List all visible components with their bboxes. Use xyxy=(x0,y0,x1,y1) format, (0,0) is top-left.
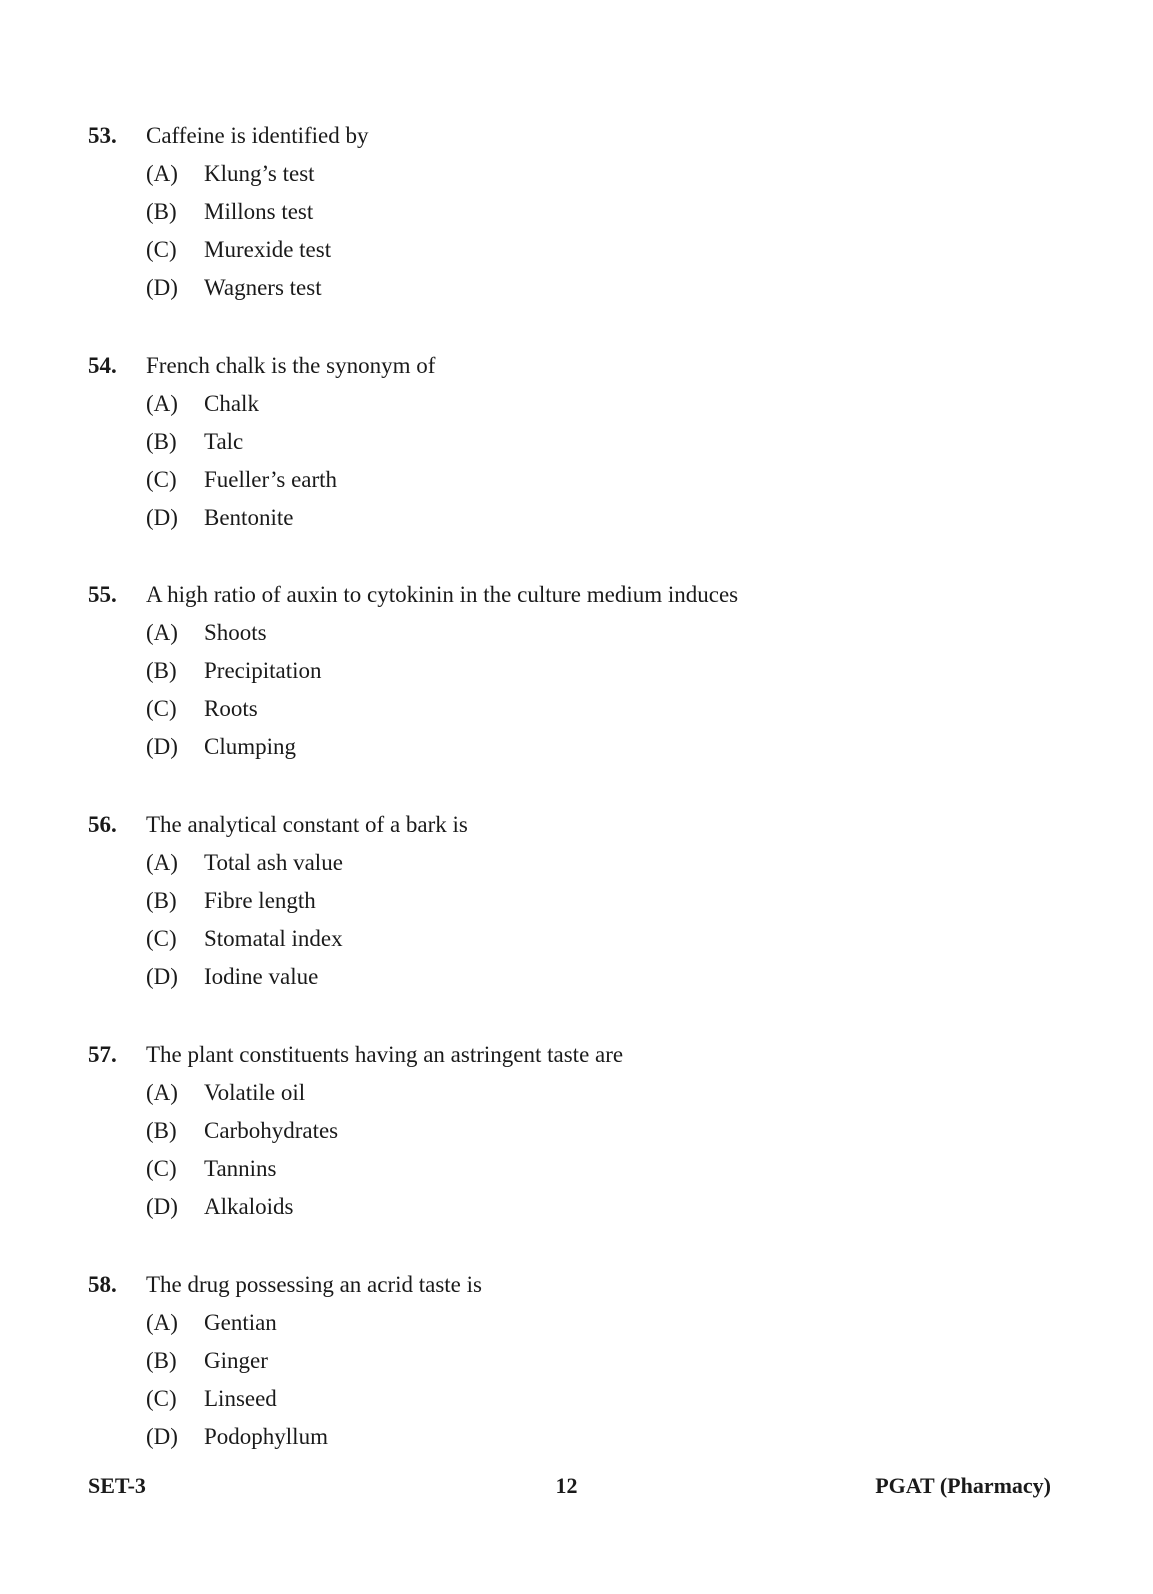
option-a xyxy=(0,1304,1153,1342)
option-letter: (C) xyxy=(146,696,177,721)
option-letter: (A) xyxy=(146,1310,178,1335)
option-letter: (B) xyxy=(146,658,177,683)
question-text: The plant constituents having an astringent taste are xyxy=(146,1042,624,1067)
question-number: 56. xyxy=(88,812,117,837)
question-stem xyxy=(0,347,1153,385)
option-b xyxy=(0,193,1153,231)
option-b xyxy=(0,652,1153,690)
option-text: Linseed xyxy=(204,1386,277,1411)
option-b xyxy=(0,423,1153,461)
option-text: Clumping xyxy=(204,734,297,759)
question-stem xyxy=(0,576,1153,614)
option-text: Volatile oil xyxy=(204,1080,306,1105)
option-b xyxy=(0,882,1153,920)
option-c xyxy=(0,461,1153,499)
option-text: Fueller’s earth xyxy=(204,467,338,492)
question-number: 57. xyxy=(88,1042,117,1067)
option-c xyxy=(0,920,1153,958)
option-letter: (D) xyxy=(146,1424,178,1449)
option-letter: (D) xyxy=(146,1194,178,1219)
set-label: SET-3 xyxy=(88,1473,146,1498)
option-c xyxy=(0,231,1153,269)
exam-name: PGAT (Pharmacy) xyxy=(875,1473,1051,1498)
option-text: Roots xyxy=(204,696,258,721)
option-text: Tannins xyxy=(204,1156,277,1181)
option-text: Murexide test xyxy=(204,237,332,262)
option-letter: (B) xyxy=(146,429,177,454)
option-letter: (C) xyxy=(146,926,177,951)
option-letter: (A) xyxy=(146,391,178,416)
question-text: The analytical constant of a bark is xyxy=(146,812,468,837)
option-letter: (A) xyxy=(146,850,178,875)
page-footer xyxy=(0,1466,1153,1506)
option-text: Shoots xyxy=(204,620,267,645)
option-d xyxy=(0,728,1153,766)
option-letter: (C) xyxy=(146,1386,177,1411)
option-letter: (C) xyxy=(146,237,177,262)
option-a xyxy=(0,614,1153,652)
question-text: Caffeine is identified by xyxy=(146,123,369,148)
option-d xyxy=(0,269,1153,307)
option-text: Talc xyxy=(204,429,244,454)
option-text: Chalk xyxy=(204,391,259,416)
question-number: 55. xyxy=(88,582,117,607)
option-c xyxy=(0,1150,1153,1188)
option-a xyxy=(0,1074,1153,1112)
option-letter: (C) xyxy=(146,467,177,492)
question-stem xyxy=(0,1036,1153,1074)
option-letter: (D) xyxy=(146,964,178,989)
option-text: Wagners test xyxy=(204,275,322,300)
option-b xyxy=(0,1112,1153,1150)
option-letter: (D) xyxy=(146,734,178,759)
option-text: Fibre length xyxy=(204,888,316,913)
option-text: Ginger xyxy=(204,1348,268,1373)
option-a xyxy=(0,844,1153,882)
option-text: Precipitation xyxy=(204,658,322,683)
option-letter: (A) xyxy=(146,161,178,186)
question-stem xyxy=(0,1266,1153,1304)
option-c xyxy=(0,1380,1153,1418)
option-d xyxy=(0,1188,1153,1226)
option-letter: (B) xyxy=(146,888,177,913)
option-letter: (B) xyxy=(146,199,177,224)
question-number: 53. xyxy=(88,123,117,148)
option-letter: (C) xyxy=(146,1156,177,1181)
option-text: Carbohydrates xyxy=(204,1118,339,1143)
page-number: 12 xyxy=(555,1473,578,1498)
question-number: 58. xyxy=(88,1272,117,1297)
option-text: Gentian xyxy=(204,1310,277,1335)
option-d xyxy=(0,958,1153,996)
question-stem xyxy=(0,806,1153,844)
question-stem xyxy=(0,117,1153,155)
option-letter: (D) xyxy=(146,275,178,300)
option-letter: (A) xyxy=(146,620,178,645)
option-d xyxy=(0,499,1153,537)
option-a xyxy=(0,385,1153,423)
option-text: Stomatal index xyxy=(204,926,343,951)
option-a xyxy=(0,155,1153,193)
question-text: The drug possessing an acrid taste is xyxy=(146,1272,482,1297)
option-text: Millons test xyxy=(204,199,314,224)
option-text: Podophyllum xyxy=(204,1424,328,1449)
option-text: Iodine value xyxy=(204,964,319,989)
option-text: Bentonite xyxy=(204,505,294,530)
question-number: 54. xyxy=(88,353,117,378)
option-b xyxy=(0,1342,1153,1380)
question-text: French chalk is the synonym of xyxy=(146,353,436,378)
option-letter: (B) xyxy=(146,1118,177,1143)
question-text: A high ratio of auxin to cytokinin in the culture medium induces xyxy=(146,582,739,607)
option-text: Total ash value xyxy=(204,850,343,875)
option-letter: (D) xyxy=(146,505,178,530)
option-d xyxy=(0,1418,1153,1456)
option-letter: (B) xyxy=(146,1348,177,1373)
option-letter: (A) xyxy=(146,1080,178,1105)
option-text: Alkaloids xyxy=(204,1194,294,1219)
option-text: Klung’s test xyxy=(204,161,315,186)
option-c xyxy=(0,690,1153,728)
